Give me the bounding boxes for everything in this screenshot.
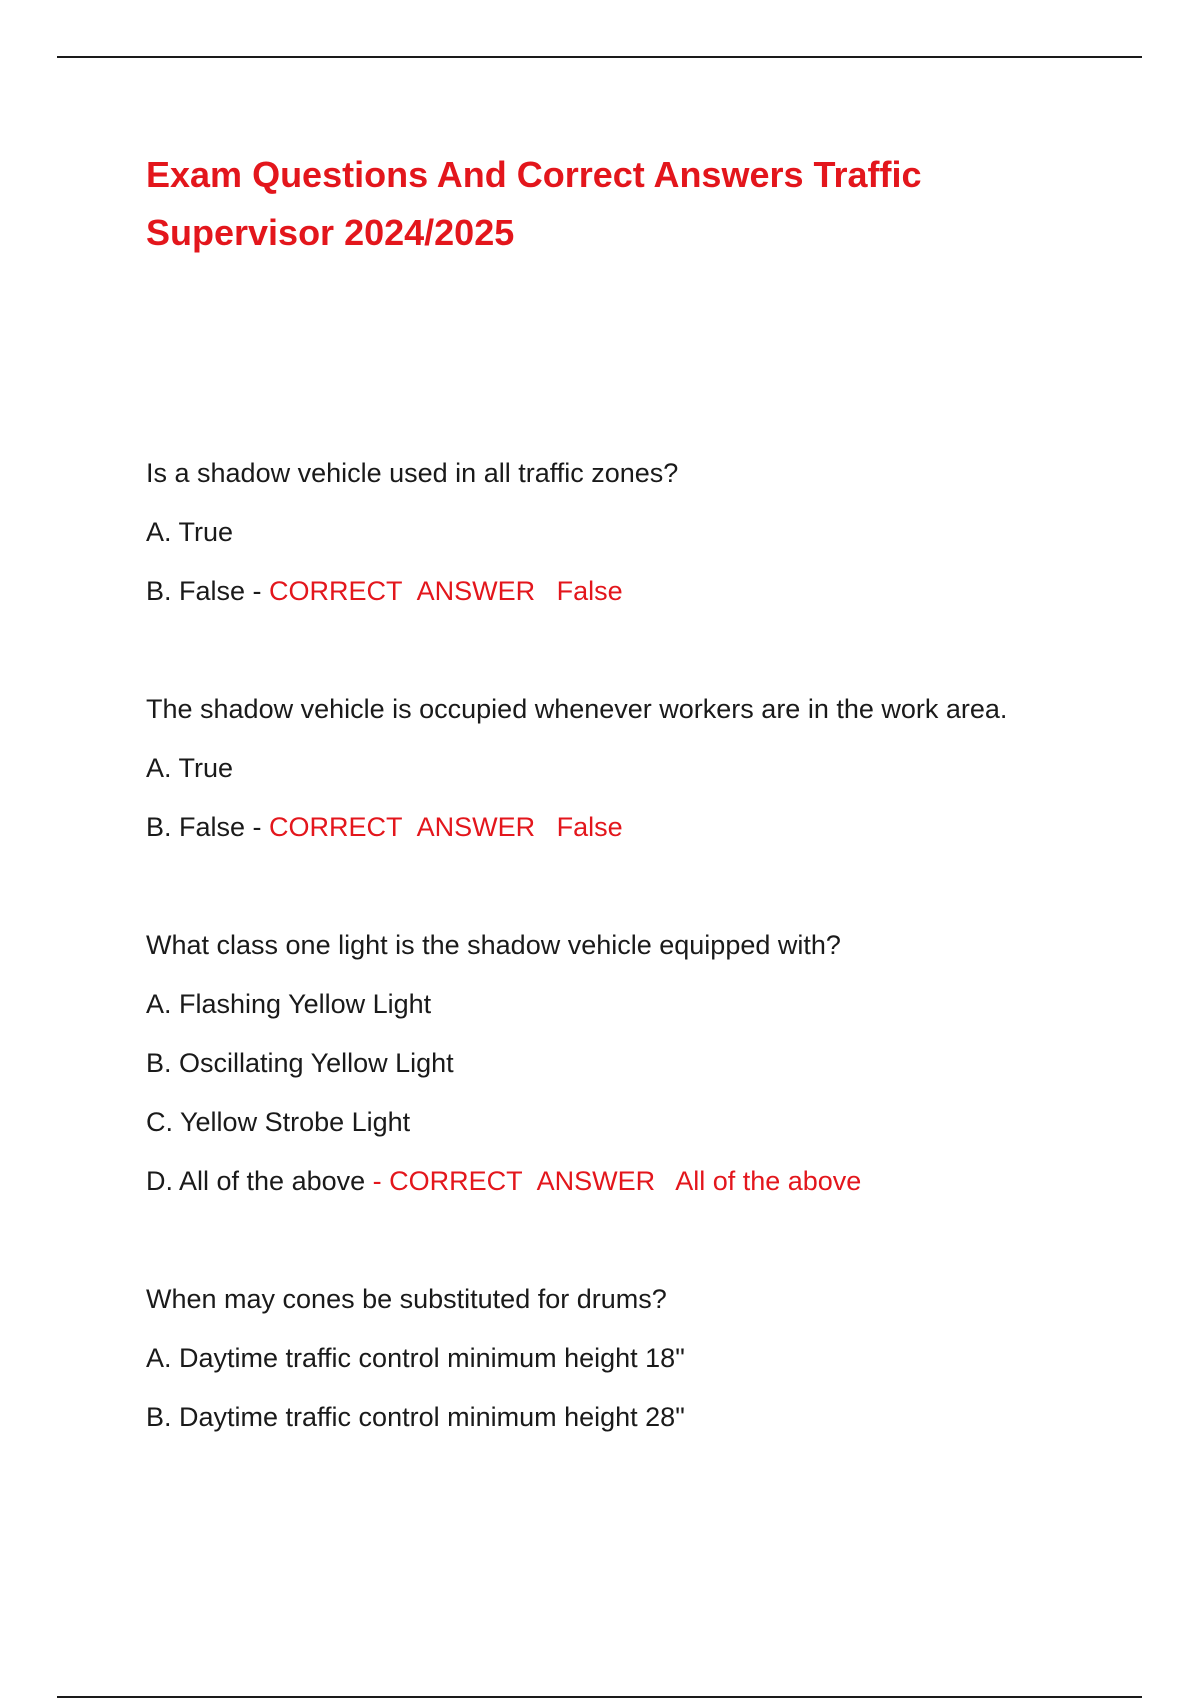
option-text: B. False xyxy=(146,576,246,606)
top-rule xyxy=(57,56,1142,58)
answer-option xyxy=(146,1034,1146,1093)
option-text: B. Daytime traffic control minimum height 28" xyxy=(146,1402,685,1432)
title-line-1: Exam Questions And Correct Answers Traffic xyxy=(146,154,922,195)
answer-separator: - xyxy=(245,576,270,606)
correct-answer-marker xyxy=(269,576,623,606)
answer-option xyxy=(146,1388,1146,1447)
answer-option-correct xyxy=(146,1152,1146,1211)
option-text: B. False xyxy=(146,812,246,842)
correct-label: CORRECT xyxy=(389,1166,523,1196)
question-block xyxy=(146,680,1146,857)
title-line-2: Supervisor 2024/2025 xyxy=(146,212,515,253)
correct-label: CORRECT xyxy=(269,576,403,606)
option-text: A. Flashing Yellow Light xyxy=(146,989,432,1019)
answer-label: ANSWER xyxy=(536,1166,656,1196)
answer-option-correct xyxy=(146,562,1146,621)
answer-option xyxy=(146,975,1146,1034)
answer-option xyxy=(146,739,1146,798)
question-text: When may cones be substituted for drums? xyxy=(146,1284,667,1314)
bottom-rule xyxy=(57,1696,1142,1698)
question-block xyxy=(146,1270,1146,1447)
correct-answer-value: False xyxy=(556,812,623,842)
answer-separator: - xyxy=(365,1166,390,1196)
option-text: B. Oscillating Yellow Light xyxy=(146,1048,454,1078)
correct-answer-marker xyxy=(269,812,623,842)
correct-answer-value: All of the above xyxy=(675,1166,862,1196)
option-text: A. True xyxy=(146,517,234,547)
answer-separator: - xyxy=(245,812,270,842)
question-text: The shadow vehicle is occupied whenever workers are in the work area. xyxy=(146,694,1008,724)
option-text: D. All of the above xyxy=(146,1166,366,1196)
answer-option-correct xyxy=(146,798,1146,857)
answer-label: ANSWER xyxy=(416,576,536,606)
document-title xyxy=(146,146,1046,262)
questions-list xyxy=(146,444,1146,1506)
answer-option xyxy=(146,503,1146,562)
answer-label: ANSWER xyxy=(416,812,536,842)
correct-answer-marker xyxy=(389,1166,861,1196)
correct-label: CORRECT xyxy=(269,812,403,842)
correct-answer-value: False xyxy=(556,576,623,606)
question-block xyxy=(146,916,1146,1211)
answer-option xyxy=(146,1093,1146,1152)
question-text: What class one light is the shadow vehicle equipped with? xyxy=(146,930,841,960)
answer-option xyxy=(146,1329,1146,1388)
option-text: A. Daytime traffic control minimum height 18" xyxy=(146,1343,685,1373)
option-text: C. Yellow Strobe Light xyxy=(146,1107,411,1137)
question-block xyxy=(146,444,1146,621)
question-text: Is a shadow vehicle used in all traffic zones? xyxy=(146,458,679,488)
option-text: A. True xyxy=(146,753,234,783)
